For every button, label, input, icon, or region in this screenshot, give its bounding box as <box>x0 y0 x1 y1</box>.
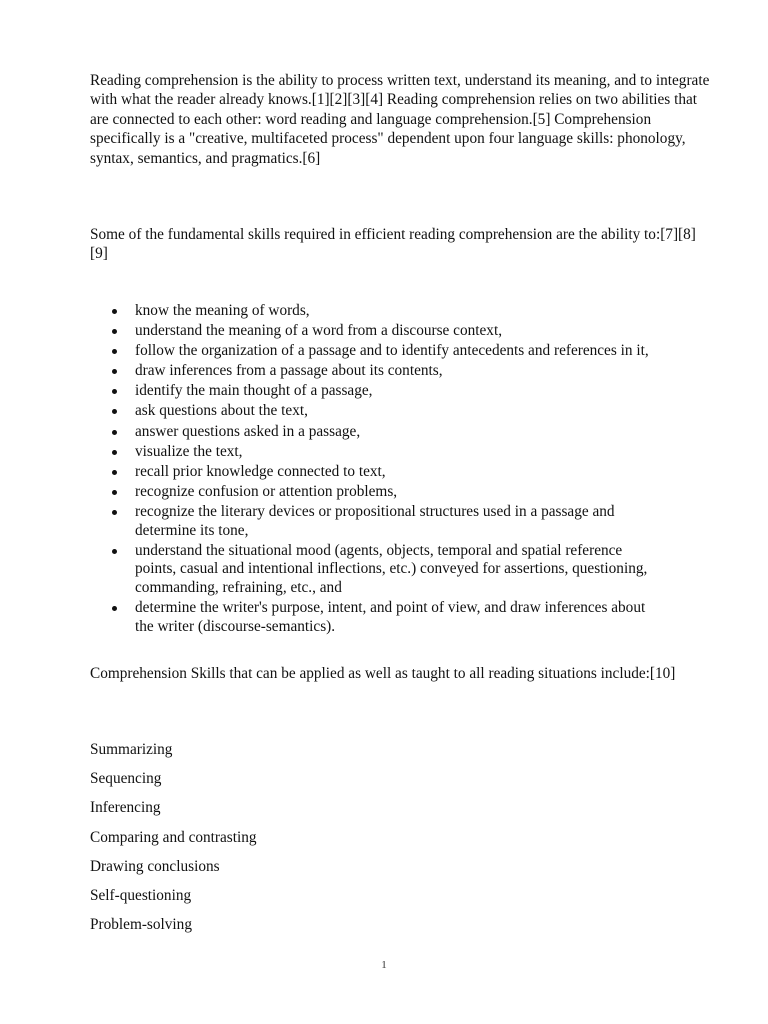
list-item: recall prior knowledge connected to text, <box>90 463 650 482</box>
list-item: follow the organization of a passage and to identify antecedents and references in it, <box>90 342 650 361</box>
list-item: recognize the literary devices or propositional structures used in a passage and determine its tone, <box>90 503 650 540</box>
fundamental-skills-list <box>90 302 650 638</box>
bullet-icon <box>112 430 117 435</box>
bullet-icon <box>112 389 117 394</box>
list-item: answer questions asked in a passage, <box>90 423 650 442</box>
list-item: recognize confusion or attention problems, <box>90 483 650 502</box>
list-item: ask questions about the text, <box>90 402 650 421</box>
bullet-icon <box>112 450 117 455</box>
list-item: Drawing conclusions <box>90 857 220 875</box>
list-item: Sequencing <box>90 770 162 788</box>
list-item: Summarizing <box>90 741 173 758</box>
list-item: understand the meaning of a word from a discourse context, <box>90 322 650 341</box>
list-item: Problem-solving <box>90 916 192 934</box>
list-item: know the meaning of words, <box>90 302 650 321</box>
bullet-icon <box>112 369 117 374</box>
list-item: identify the main thought of a passage, <box>90 382 650 401</box>
bullet-icon <box>112 490 117 495</box>
bullet-icon <box>112 409 117 414</box>
list-item: visualize the text, <box>90 443 650 462</box>
list-item: Inferencing <box>90 799 161 817</box>
comprehension-skills-paragraph: Comprehension Skills that can be applied as well as taught to all reading situations include:[10] <box>90 665 676 682</box>
intro-paragraph: Reading comprehension is the ability to process written text, understand its meaning, and to integrate with what the reader already knows.[1][2][3][4] Reading comprehension relies on two abilities that are connected to each other: word reading and language comprehension.[5] Comprehension specifically is a "creative, multifaceted process" dependent upon four language skills: phonology, syntax, semantics, and pragmatics.[6] <box>90 72 710 167</box>
bullet-icon <box>112 470 117 475</box>
list-item: Self-questioning <box>90 886 192 904</box>
list-item: draw inferences from a passage about its contents, <box>90 362 650 381</box>
skills-intro-paragraph: Some of the fundamental skills required in efficient reading comprehension are the ability to:[7][8][9] <box>90 226 696 263</box>
bullet-icon <box>112 510 117 515</box>
bullet-icon <box>112 606 117 611</box>
list-item: Comparing and contrasting <box>90 828 257 846</box>
comprehension-skills-list <box>90 740 257 944</box>
bullet-icon <box>112 349 117 354</box>
bullet-icon <box>112 329 117 334</box>
page-number: 1 <box>381 959 387 971</box>
bullet-icon <box>112 309 117 314</box>
bullet-icon <box>112 549 117 554</box>
list-item: understand the situational mood (agents, objects, temporal and spatial reference points, casual and intentional inflections, etc.) conveyed for assertions, questioning, commanding, refraining, etc., and <box>90 542 650 598</box>
list-item: determine the writer's purpose, intent, and point of view, and draw inferences about the writer (discourse-semantics). <box>90 599 650 636</box>
